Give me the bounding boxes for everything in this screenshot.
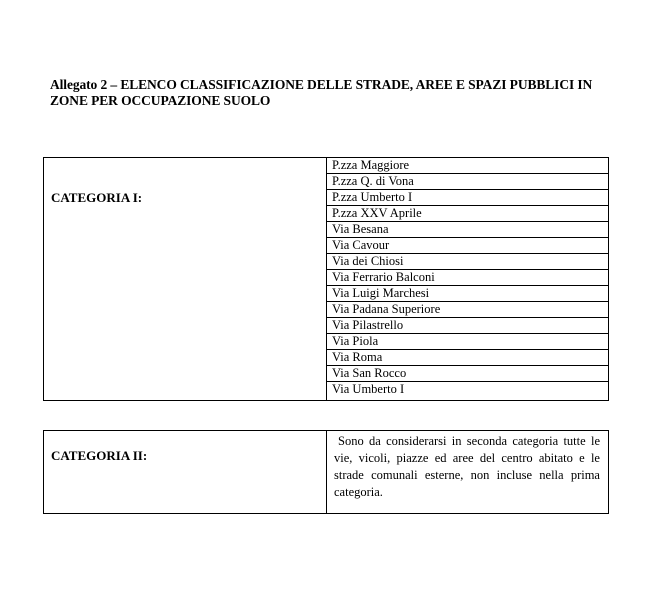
street-row: P.zza Umberto I [327,190,608,206]
street-row: Via Cavour [327,238,608,254]
category-1-label: CATEGORIA I: [51,190,143,205]
category-1-label-cell [44,158,327,400]
street-row: Via San Rocco [327,366,608,382]
category-2-label: CATEGORIA II: [51,448,148,463]
document-heading: Allegato 2 – ELENCO CLASSIFICAZIONE DELLE STRADE, AREE E SPAZI PUBBLICI IN ZONE PER OCCUPAZIONE SUOLO [50,77,593,108]
street-row: Via Roma [327,350,608,366]
category-1-streets-cell [327,158,608,400]
street-row: Via Padana Superiore [327,302,608,318]
street-row: P.zza XXV Aprile [327,206,608,222]
street-row: Via Luigi Marchesi [327,286,608,302]
street-row: Via Umberto I [332,382,405,396]
category-2-label-cell [44,431,327,513]
street-row: Via dei Chiosi [327,254,608,270]
category-2-table [43,430,609,514]
category-2-description-cell [327,431,608,513]
street-row: Via Piola [327,334,608,350]
street-row: P.zza Maggiore [327,158,608,174]
category-1-table [43,157,609,401]
street-row: Via Ferrario Balconi [327,270,608,286]
street-row: P.zza Q. di Vona [327,174,608,190]
street-list [327,158,608,398]
street-row: Via Pilastrello [327,318,608,334]
street-row: Via Besana [327,222,608,238]
category-2-description: Sono da considerarsi in seconda categoria tutte le vie, vicoli, piazze ed aree del centro abitato e le strade comunali esterne, non incluse nella prima categoria. [334,434,600,499]
